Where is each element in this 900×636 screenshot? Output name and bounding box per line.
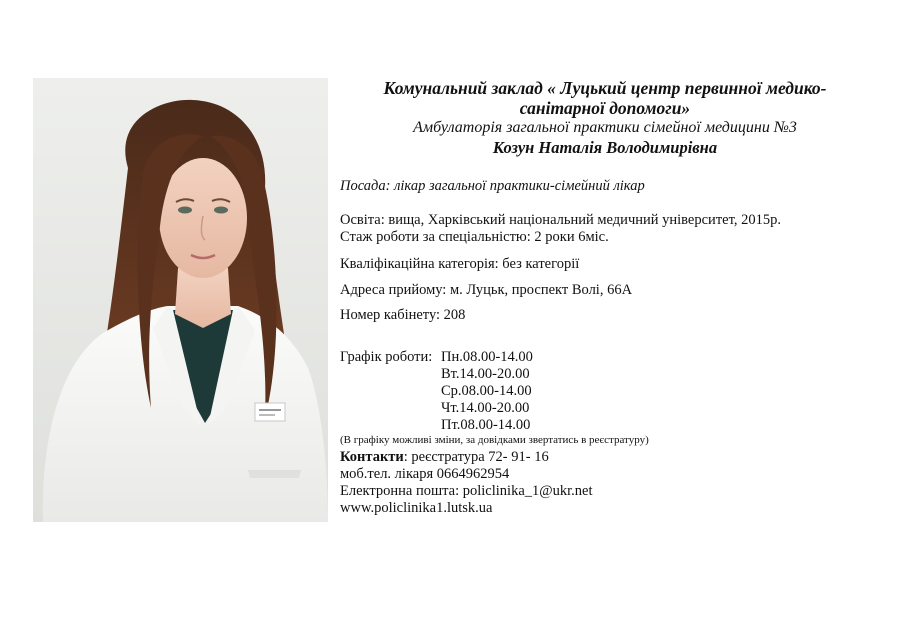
contacts-registry [340,449,549,466]
position: Посада: лікар загальної практики-сімейний лікар [340,178,645,194]
header [340,78,870,158]
schedule-label: Графік роботи: [340,349,433,365]
schedule-tuesday: Вт.14.00-20.00 [441,366,530,382]
website: www.policlinika1.lutsk.ua [340,500,493,516]
doctor-photo [33,78,328,522]
education: Освіта: вища, Харківський національний медичний університет, 2015р. [340,212,781,228]
cabinet-number: Номер кабінету: 208 [340,307,466,323]
schedule-thursday: Чт.14.00-20.00 [441,400,530,416]
mobile-phone: моб.тел. лікаря 0664962954 [340,466,510,482]
schedule-friday: Пт.08.00-14.00 [441,417,531,433]
institution-name-line1: Комунальний заклад « Луцький центр первинної медико- [383,78,827,98]
schedule-wednesday: Ср.08.00-14.00 [441,383,532,399]
experience: Стаж роботи за спеціальністю: 2 роки 6міс. [340,229,609,245]
qualification: Кваліфікаційна категорія: без категорії [340,256,580,272]
institution-name-line2: санітарної допомоги» [519,98,691,118]
contacts-label: Контакти [340,449,404,465]
schedule-monday: Пн.08.00-14.00 [441,349,533,365]
schedule-note: (В графіку можливі зміни, за довідками звертатись в реєстратуру) [340,434,649,446]
email: Електронна пошта: policlinika_1@ukr.net [340,483,593,499]
doctor-name: Козун Наталія Володимирівна [492,138,718,157]
address: Адреса прийому: м. Луцьк, проспект Волі, 66А [340,282,633,298]
registry-phone: : реєстратура 72- 91- 16 [403,449,549,465]
clinic-name: Амбулаторія загальної практики сімейної медицини №3 [413,119,797,136]
